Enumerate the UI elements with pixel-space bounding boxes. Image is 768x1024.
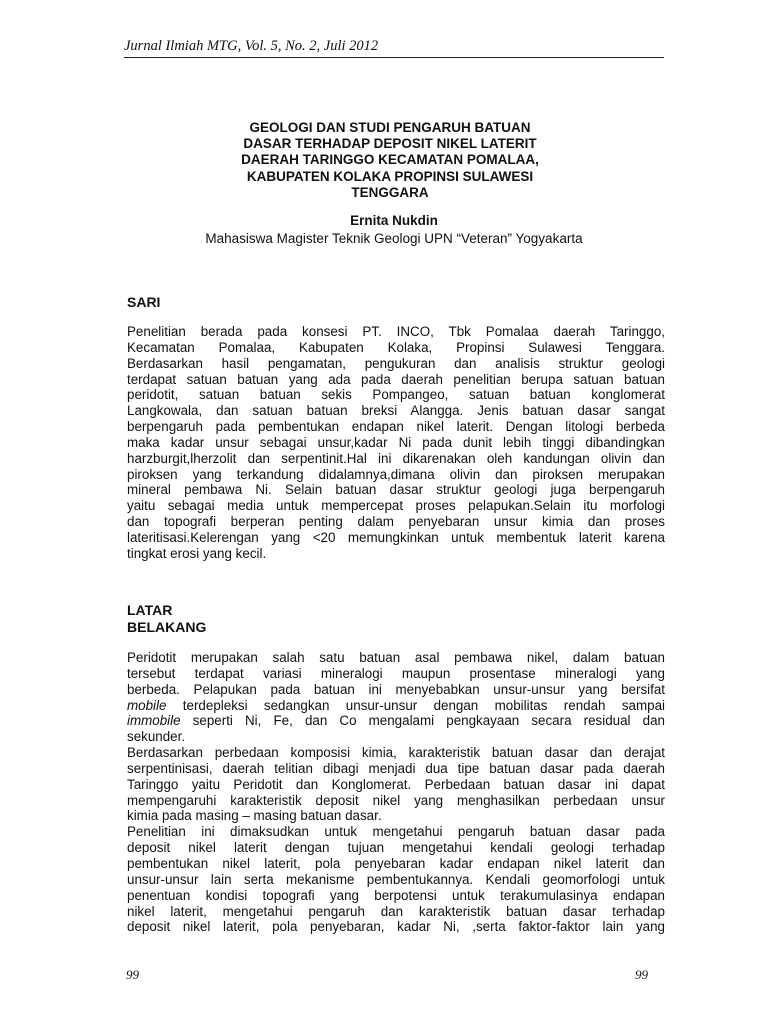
text-fragment: terdepleksi sedangkan unsur-unsur dengan mobilitas rendah sampai: [166, 697, 665, 713]
text-line: deposit nikel laterit, pola penyebaran, kadar Ni, ,serta faktor-faktor lain yang: [127, 919, 665, 935]
title-line: DASAR TERHADAP DEPOSIT NIKEL LATERIT: [243, 136, 537, 152]
text-line: Peridotit merupakan salah satu batuan asal pembawa nikel, dalam batuan: [127, 650, 665, 665]
abstract-body: [127, 324, 665, 562]
paper-title: [160, 120, 620, 201]
text-line: harzburgit,lherzolit dan serpentinit.Hal ini dikarenakan oleh kandungan olivin dan: [127, 450, 665, 466]
text-line: terdapat satuan batuan yang ada pada daerah penelitian berupa satuan batuan: [127, 371, 665, 387]
text-line: Berdasarkan hasil pengamatan, pengukuran dan analisis struktur geologi: [127, 355, 665, 371]
section-heading-sari: SARI: [127, 294, 161, 310]
text-line: tersebut terdapat variasi mineralogi maupun prosentase mineralogi yang: [127, 665, 665, 681]
author-name: Ernita Nukdin: [350, 213, 438, 228]
page-number-right: 99: [635, 967, 648, 982]
italic-term: immobile: [127, 713, 181, 729]
text-line: mempengaruhi karakteristik deposit nikel yang menghasilkan perbedaan unsur: [127, 792, 665, 808]
text-line: berbeda. Pelapukan pada batuan ini menyebabkan unsur-unsur yang bersifat: [127, 681, 665, 697]
text-line: [127, 698, 665, 714]
text-line: dan topografi berperan penting dalam penyebaran unsur kimia dan proses: [127, 514, 665, 530]
text-line: lateritisasi.Kelerengan yang <20 memungkinkan untuk membentuk laterit karena: [127, 529, 665, 545]
title-line: DAERAH TARINGGO KECAMATAN POMALAA,: [241, 152, 539, 168]
text-line: Langkowala, dan satuan batuan breksi Alangga. Jenis batuan dasar sangat: [127, 403, 665, 419]
text-line: unsur-unsur lain serta mekanisme pembentukannya. Kendali geomorfologi untuk: [127, 871, 665, 887]
heading-line: LATAR: [127, 602, 173, 618]
text-line: pembentukan nikel laterit, pola penyebaran kadar endapan nikel laterit dan: [127, 855, 665, 871]
text-line: yaitu sebagai media untuk mempercepat proses pelapukan.Selain itu morfologi: [127, 498, 665, 514]
author-affiliation: Mahasiswa Magister Teknik Geologi UPN “Veteran” Yogyakarta: [205, 231, 583, 246]
text-line: maka kadar unsur sebagai unsur,kadar Ni pada dunit lebih tinggi dibandingkan: [127, 434, 665, 450]
text-line: Penelitian berada pada konsesi PT. INCO, Tbk Pomalaa daerah Taringgo,: [127, 324, 665, 339]
text-fragment: seperti Ni, Fe, dan Co mengalami pengkayaan secara residual dan: [180, 713, 665, 729]
background-body: [127, 650, 665, 935]
text-line: Taringgo yaitu Peridotit dan Konglomerat. Perbedaan batuan dasar ini dapat: [127, 776, 665, 792]
title-line: TENGGARA: [351, 184, 429, 200]
text-line: serpentinisasi, daerah telitian dibagi menjadi dua tipe batuan dasar pada daerah: [127, 760, 665, 776]
text-line: piroksen yang terkandung didalamnya,dimana olivin dan piroksen merupakan: [127, 466, 665, 482]
heading-line: BELAKANG: [127, 619, 207, 635]
title-line: KABUPATEN KOLAKA PROPINSI SULAWESI: [246, 168, 534, 184]
text-line: Berdasarkan perbedaan komposisi kimia, karakteristik batuan dasar dan derajat: [127, 745, 665, 761]
text-line: tingkat erosi yang kecil.: [127, 545, 267, 561]
text-line: peridotit, satuan batuan sekis Pompangeo, satuan batuan konglomerat: [127, 387, 665, 403]
text-line: Penelitian ini dimaksudkan untuk mengetahui pengaruh batuan dasar pada: [127, 824, 665, 840]
text-line: Kecamatan Pomalaa, Kabupaten Kolaka, Propinsi Sulawesi Tenggara.: [127, 339, 665, 355]
text-line: berpengaruh pada pembentukan endapan nikel laterit. Dengan litologi berbeda: [127, 419, 665, 435]
text-line: kimia pada masing – masing batuan dasar.: [127, 808, 382, 824]
section-heading-latar-belakang: [127, 602, 206, 636]
text-line: [127, 713, 665, 729]
text-line: sekunder.: [127, 729, 186, 745]
text-line: penentuan kondisi topografi yang berpotensi untuk terakumulasinya endapan: [127, 887, 665, 903]
journal-header: Jurnal Ilmiah MTG, Vol. 5, No. 2, Juli 2012: [124, 38, 664, 58]
page-number-left: 99: [126, 967, 139, 982]
text-line: mineral pembawa Ni. Selain batuan dasar struktur geologi juga berpengaruh: [127, 482, 665, 498]
title-line: GEOLOGI DAN STUDI PENGARUH BATUAN: [249, 120, 531, 135]
text-line: deposit nikel laterit dengan tujuan mengetahui kendali geologi terhadap: [127, 840, 665, 856]
italic-term: mobile: [127, 697, 167, 713]
text-line: nikel laterit, mengetahui pengaruh dan karakteristik batuan dasar terhadap: [127, 903, 665, 919]
